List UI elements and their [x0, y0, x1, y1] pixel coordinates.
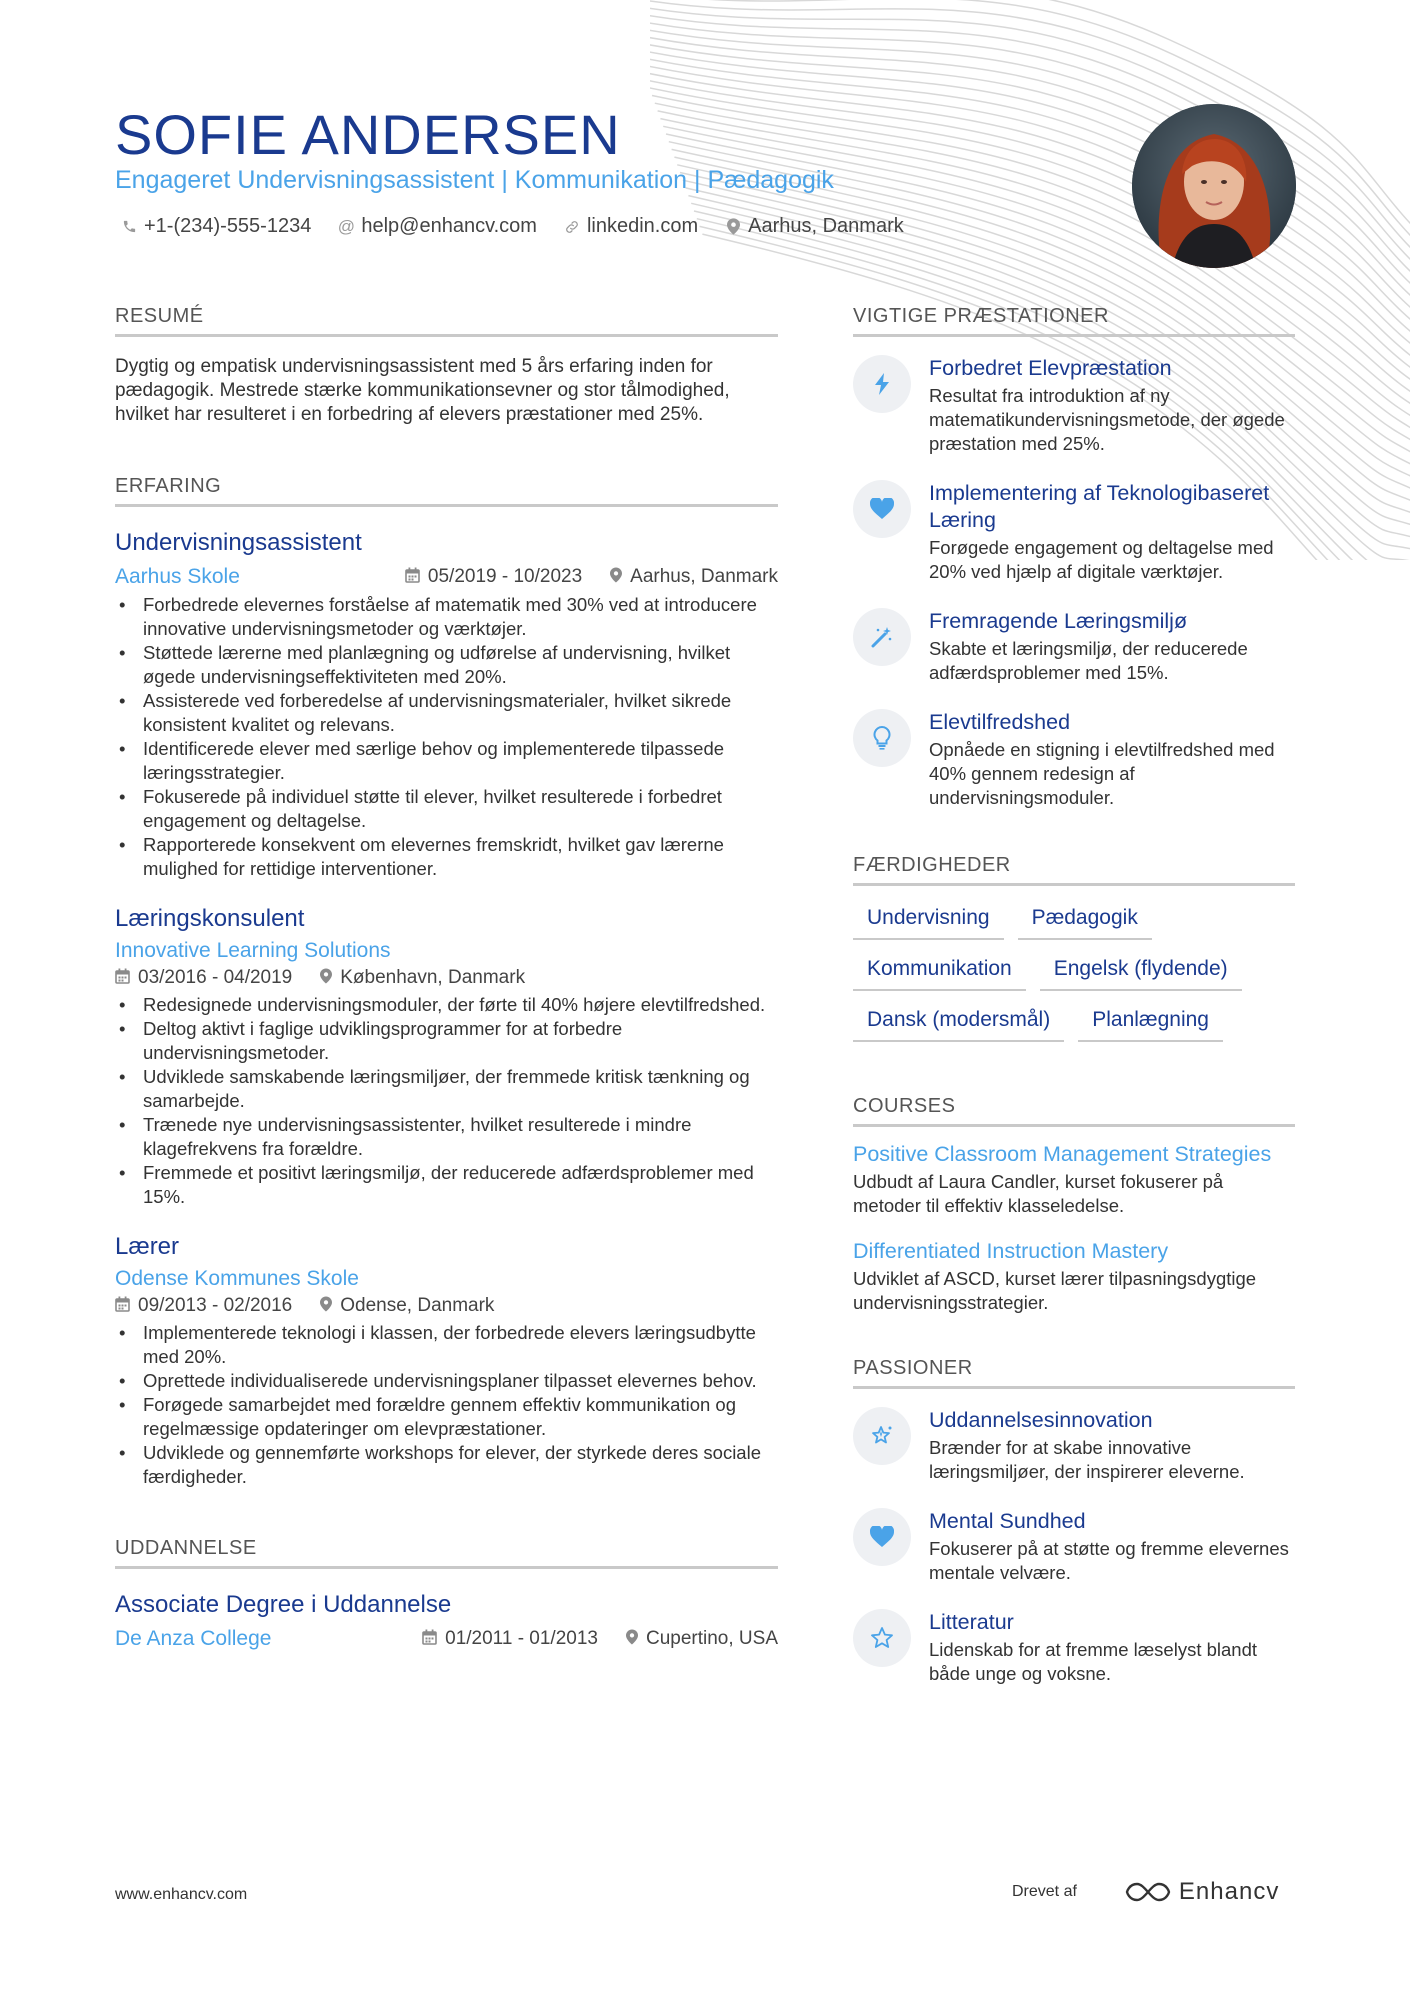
job-location — [320, 967, 525, 989]
lightbulb-icon — [853, 709, 911, 767]
job-company-line — [115, 939, 778, 963]
passion-item — [853, 1508, 1295, 1585]
job-entry — [115, 1233, 778, 1489]
job-bullets — [115, 1321, 778, 1489]
education-title: UDDANNELSE — [115, 1537, 778, 1569]
location-text: Aarhus, Danmark — [748, 215, 904, 237]
bullet-item: • Implementerede teknologi i klassen, der forbedrede elevers læringsudbytte med 20%. — [115, 1321, 778, 1369]
contact-linkedin[interactable] — [563, 215, 698, 238]
passion-body — [929, 1508, 1295, 1585]
company-name: Aarhus Skole — [115, 565, 240, 588]
link-icon — [563, 219, 581, 235]
job-location-text: Aarhus, Danmark — [630, 566, 778, 587]
passion-body — [929, 1407, 1295, 1484]
skills-list — [853, 900, 1295, 1053]
achievement-item — [853, 355, 1295, 456]
bullet-item: • Udviklede samskabende læringsmiljøer, der fremmede kritisk tænkning og samarbejde. — [115, 1065, 778, 1113]
bullet-item: • Assisterede ved forberedelse af undervisningsmaterialer, hvilket sikrede konsistent kvalitet og relevans. — [115, 689, 778, 737]
courses-title: COURSES — [853, 1095, 1295, 1127]
passion-title: Mental Sundhed — [929, 1509, 1086, 1533]
location-icon — [320, 968, 332, 989]
skills-title: FÆRDIGHEDER — [853, 854, 1295, 886]
brand-name: Enhancv — [1178, 1878, 1280, 1905]
skill-tag: Dansk (modersmål) — [853, 1002, 1064, 1042]
achievement-desc: Resultat fra introduktion af ny matematikundervisningsmetode, der øgede præstation med 25%. — [929, 385, 1285, 454]
email-text: help@enhancv.com — [361, 215, 537, 237]
job-title: Lærer — [115, 1233, 180, 1260]
education-entry — [115, 1591, 778, 1651]
job-bullets — [115, 993, 778, 1209]
course-item — [853, 1141, 1295, 1218]
course-title: Positive Classroom Management Strategies — [853, 1142, 1272, 1166]
achievement-title: Implementering af Teknologibaseret Læring — [929, 481, 1270, 532]
education-meta — [115, 1627, 778, 1651]
experience-title: ERFARING — [115, 475, 778, 507]
bullet-item: • Støttede lærerne med planlægning og udførelse af undervisning, hvilket øgede undervisningseffektiviteten med 20%. — [115, 641, 778, 689]
passion-item — [853, 1609, 1295, 1686]
right-column — [853, 305, 1295, 1686]
passion-title: Litteratur — [929, 1610, 1014, 1634]
bullet-item: • Redesignede undervisningsmoduler, der førte til 40% højere elevtilfredshed. — [115, 993, 778, 1017]
bullet-item: • Oprettede individualiserede undervisningsplaner tilpasset elevernes behov. — [115, 1369, 778, 1393]
lightning-icon — [853, 355, 911, 413]
school-name: De Anza College — [115, 1627, 272, 1650]
achievements-title: VIGTIGE PRÆSTATIONER — [853, 305, 1295, 337]
skill-tag: Engelsk (flydende) — [1040, 951, 1242, 991]
footer-brand — [1012, 1878, 1279, 1906]
course-item — [853, 1238, 1295, 1315]
bullet-item: • Forøgede samarbejdet med forældre gennem effektiv kommunikation og regelmæssige opdateringer om elevpræstationer. — [115, 1393, 778, 1441]
education-dates-text: 01/2011 - 01/2013 — [445, 1628, 598, 1649]
job-company-line — [115, 1267, 778, 1291]
passions-title: PASSIONER — [853, 1357, 1295, 1389]
wave-line — [650, 11, 1410, 305]
job-entry — [115, 529, 778, 881]
achievement-item — [853, 480, 1295, 584]
job-dates — [115, 967, 292, 989]
footer-website[interactable]: www.enhancv.com — [115, 1886, 248, 1903]
contact-email[interactable] — [337, 215, 537, 238]
job-title: Læringskonsulent — [115, 905, 305, 932]
location-icon — [724, 218, 742, 235]
summary-title: RESUMÉ — [115, 305, 778, 337]
at-icon: @ — [337, 216, 355, 236]
job-entry — [115, 905, 778, 1209]
passion-title: Uddannelsesinnovation — [929, 1408, 1153, 1432]
headline: Engageret Undervisningsassistent | Kommunikation | Pædagogik — [115, 166, 834, 194]
phone-text: +1-(234)-555-1234 — [144, 215, 312, 237]
passion-desc: Lidenskab for at fremme læselyst blandt både unge og voksne. — [929, 1639, 1258, 1684]
wave-line — [650, 3, 1410, 294]
magic-wand-icon — [853, 608, 911, 666]
achievement-body — [929, 709, 1295, 810]
education-location-text: Cupertino, USA — [645, 1628, 778, 1649]
skill-tag: Planlægning — [1078, 1002, 1223, 1042]
location-icon — [320, 1296, 332, 1317]
job-dates — [115, 1295, 292, 1317]
powered-by-label: Drevet af — [1012, 1883, 1077, 1900]
contact-phone[interactable] — [120, 215, 311, 238]
education-dates — [422, 1628, 598, 1650]
job-title: Undervisningsassistent — [115, 529, 362, 556]
achievement-title: Elevtilfredshed — [929, 710, 1071, 734]
job-dates — [405, 566, 582, 588]
skill-tag: Pædagogik — [1018, 900, 1152, 940]
course-desc: Udbudt af Laura Candler, kurset fokuserer på metoder til effektiv klasseledelse. — [853, 1171, 1224, 1216]
wave-line — [650, 0, 1410, 282]
job-bullets — [115, 593, 778, 881]
passion-item — [853, 1407, 1295, 1484]
course-desc: Udviklet af ASCD, kurset lærer tilpasningsdygtige undervisningsstrategier. — [853, 1268, 1257, 1313]
bullet-item: • Udviklede og gennemførte workshops for elever, der styrkede deres sociale færdigheder. — [115, 1441, 778, 1489]
wave-line — [650, 42, 1410, 350]
job-dates-text: 09/2013 - 02/2016 — [138, 1295, 293, 1316]
contact-bar — [120, 215, 930, 238]
job-location-text: København, Danmark — [340, 967, 526, 988]
achievement-desc: Forøgede engagement og deltagelse med 20% ved hjælp af digitale værktøjer. — [929, 537, 1274, 582]
job-dates-text: 05/2019 - 10/2023 — [427, 566, 583, 587]
bullet-item: • Fokuserede på individuel støtte til elever, hvilket resulterede i forbedret engagement og deltagelse. — [115, 785, 778, 833]
skill-tag: Undervisning — [853, 900, 1004, 940]
achievement-item — [853, 709, 1295, 810]
achievement-desc: Opnåede en stigning i elevtilfredshed med 40% gennem redesign af undervisningsmoduler. — [929, 739, 1275, 808]
calendar-icon — [115, 968, 130, 989]
education-location — [626, 1628, 778, 1650]
achievement-title: Fremragende Læringsmiljø — [929, 609, 1188, 633]
location-icon — [626, 1629, 638, 1650]
company-name: Innovative Learning Solutions — [115, 939, 391, 962]
job-meta — [115, 565, 778, 589]
job-location — [610, 566, 778, 588]
calendar-icon — [422, 1629, 437, 1650]
company-name: Odense Kommunes Skole — [115, 1267, 359, 1290]
summary-text: Dygtig og empatisk undervisningsassistent med 5 års erfaring inden for pædagogik. Mestrede stærke kommunikationsevner og stor tålmodighed, hvilket har resulteret i en forbedring af elevers præstationer med 25%. — [115, 356, 730, 425]
profile-photo — [1132, 104, 1296, 268]
degree: Associate Degree i Uddannelse — [115, 1591, 452, 1618]
bullet-item: • Forbedrede elevernes forståelse af matematik med 30% ved at introducere innovative undervisningsmetoder og værktøjer. — [115, 593, 778, 641]
passion-body — [929, 1609, 1295, 1686]
job-location — [320, 1295, 494, 1317]
job-dates-text: 03/2016 - 04/2019 — [138, 967, 293, 988]
brand-logo[interactable] — [1125, 1878, 1279, 1906]
job-location-text: Odense, Danmark — [340, 1295, 495, 1316]
achievement-body — [929, 355, 1295, 456]
heart-icon — [853, 480, 911, 538]
bullet-item: • Trænede nye undervisningsassistenter, hvilket resulterede i mindre klagefrekvens fra forældre. — [115, 1113, 778, 1161]
phone-icon — [120, 219, 138, 234]
linkedin-text: linkedin.com — [586, 215, 699, 237]
contact-location — [724, 215, 904, 238]
star-icon — [853, 1609, 911, 1667]
star-sparkle-icon — [853, 1407, 911, 1465]
achievement-item — [853, 608, 1295, 685]
left-column — [115, 305, 778, 1651]
bullet-item: • Rapporterede konsekvent om elevernes fremskridt, hvilket gav lærerne mulighed for rettidige interventioner. — [115, 833, 778, 881]
bullet-item: • Fremmede et positivt læringsmiljø, der reducerede adfærdsproblemer med 15%. — [115, 1161, 778, 1209]
location-icon — [610, 567, 622, 588]
calendar-icon — [405, 567, 420, 588]
bullet-item: • Deltog aktivt i faglige udviklingsprogrammer for at forbedre undervisningsmetoder. — [115, 1017, 778, 1065]
achievement-body — [929, 608, 1295, 685]
achievement-desc: Skabte et læringsmiljø, der reducerede adfærdsproblemer med 15%. — [929, 638, 1248, 683]
passion-desc: Brænder for at skabe innovative læringsmiljøer, der inspirerer eleverne. — [929, 1437, 1245, 1482]
passion-desc: Fokuserer på at støtte og fremme elevernes mentale velvære. — [929, 1538, 1289, 1583]
bullet-item: • Identificerede elever med særlige behov og implementerede tilpassede læringsstrategier. — [115, 737, 778, 785]
calendar-icon — [115, 1296, 130, 1317]
job-meta — [115, 967, 778, 989]
course-title: Differentiated Instruction Mastery — [853, 1239, 1169, 1263]
enhancv-logo-icon — [1125, 1880, 1171, 1904]
candidate-name: SOFIE ANDERSEN — [115, 103, 621, 166]
heart-icon — [853, 1508, 911, 1566]
achievement-body — [929, 480, 1295, 584]
skill-tag: Kommunikation — [853, 951, 1026, 991]
achievement-title: Forbedret Elevpræstation — [929, 356, 1172, 380]
job-meta — [115, 1295, 778, 1317]
